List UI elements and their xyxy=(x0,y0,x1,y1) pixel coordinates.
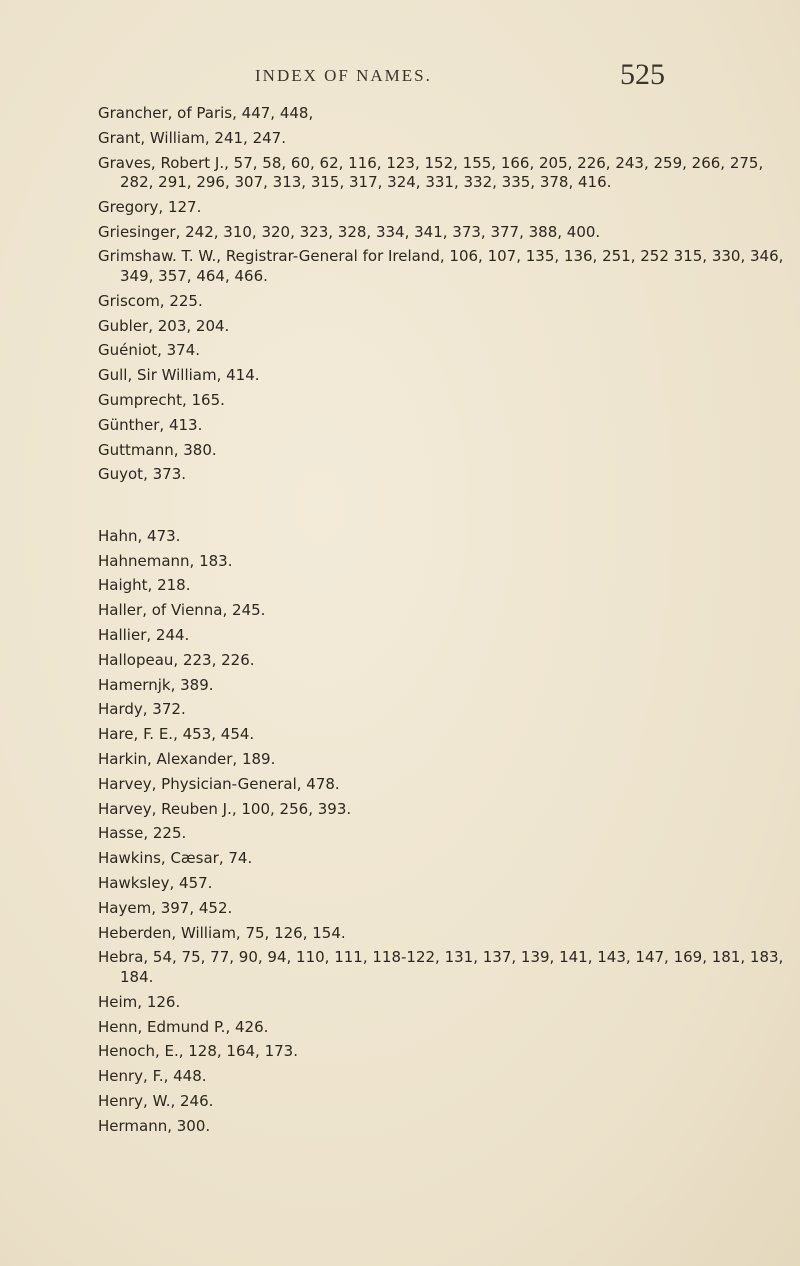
index-entry: Harvey, Physician-General, 478. xyxy=(98,774,340,793)
index-entry: Gubler, 203, 204. xyxy=(98,316,230,335)
index-entry: Grancher, of Paris, 447, 448, xyxy=(98,104,314,122)
index-entry: Günther, 413. xyxy=(98,415,203,434)
index-entry: Hawksley, 457. xyxy=(98,874,213,893)
index-entry: Henn, Edmund P., 426. xyxy=(98,1017,269,1036)
index-entry: Grimshaw. T. W., Registrar-General for Ireland, 106, 107, 135, 136, 251, 252 315, 330, 346, 349, 357, 464, 466. xyxy=(98,247,784,285)
index-entry: Hasse, 225. xyxy=(98,824,187,843)
index-entry: Henry, F., 448. xyxy=(98,1067,207,1086)
index-entry: Griscom, 225. xyxy=(98,291,203,310)
index-entry: Hebra, 54, 75, 77, 90, 94, 110, 111, 118-122, 131, 137, 139, 141, 143, 147, 169, 181, 183, 184. xyxy=(98,948,784,986)
index-entry: Gregory, 127. xyxy=(98,197,202,216)
index-entry: Hallier, 244. xyxy=(98,626,190,645)
page-number: 525 xyxy=(620,58,665,91)
index-entry: Heberden, William, 75, 126, 154. xyxy=(98,923,346,942)
index-entry: Henry, W., 246. xyxy=(98,1091,214,1110)
index-entry: Hare, F. E., 453, 454. xyxy=(98,725,255,744)
index-entry: Haight, 218. xyxy=(98,576,191,595)
index-entry: Hahnemann, 183. xyxy=(98,551,233,570)
index-entry: Hawkins, Cæsar, 74. xyxy=(98,849,253,868)
index-entry: Hallopeau, 223, 226. xyxy=(98,650,255,669)
index-entry: Guyot, 373. xyxy=(98,465,187,484)
index-entry: Hermann, 300. xyxy=(98,1116,211,1135)
index-entry: Guttmann, 380. xyxy=(98,440,217,459)
index-entry: Haller, of Vienna, 245. xyxy=(98,601,266,620)
index-entry: Henoch, E., 128, 164, 173. xyxy=(98,1042,298,1061)
index-entry: Harkin, Alexander, 189. xyxy=(98,750,276,769)
index-entry: Harvey, Reuben J., 100, 256, 393. xyxy=(98,799,352,818)
index-entry: Gull, Sir William, 414. xyxy=(98,366,260,385)
index-entry: Hayem, 397, 452. xyxy=(98,898,233,917)
index-entry: Hamernjk, 389. xyxy=(98,675,214,694)
running-head: INDEX OF NAMES. xyxy=(255,66,432,85)
index-group-g xyxy=(98,104,788,485)
index-entry: Griesinger, 242, 310, 320, 323, 328, 334, 341, 373, 377, 388, 400. xyxy=(98,222,601,241)
index-group-h xyxy=(98,527,788,1136)
index-entry: Guéniot, 374. xyxy=(98,341,201,360)
index-entry: Gumprecht, 165. xyxy=(98,390,225,409)
index-entry: Grant, William, 241, 247. xyxy=(98,128,286,147)
index-entry: Graves, Robert J., 57, 58, 60, 62, 116, 123, 152, 155, 166, 205, 226, 243, 259, 266, 275, 282, 291, 296, 307, 313, 315, 317, 324, 331, 332, 335, 378, 416. xyxy=(98,153,764,192)
index-entry: Hahn, 473. xyxy=(98,526,181,545)
index-entry: Hardy, 372. xyxy=(98,700,186,719)
index-entries xyxy=(98,104,788,1141)
index-entry: Heim, 126. xyxy=(98,992,181,1011)
